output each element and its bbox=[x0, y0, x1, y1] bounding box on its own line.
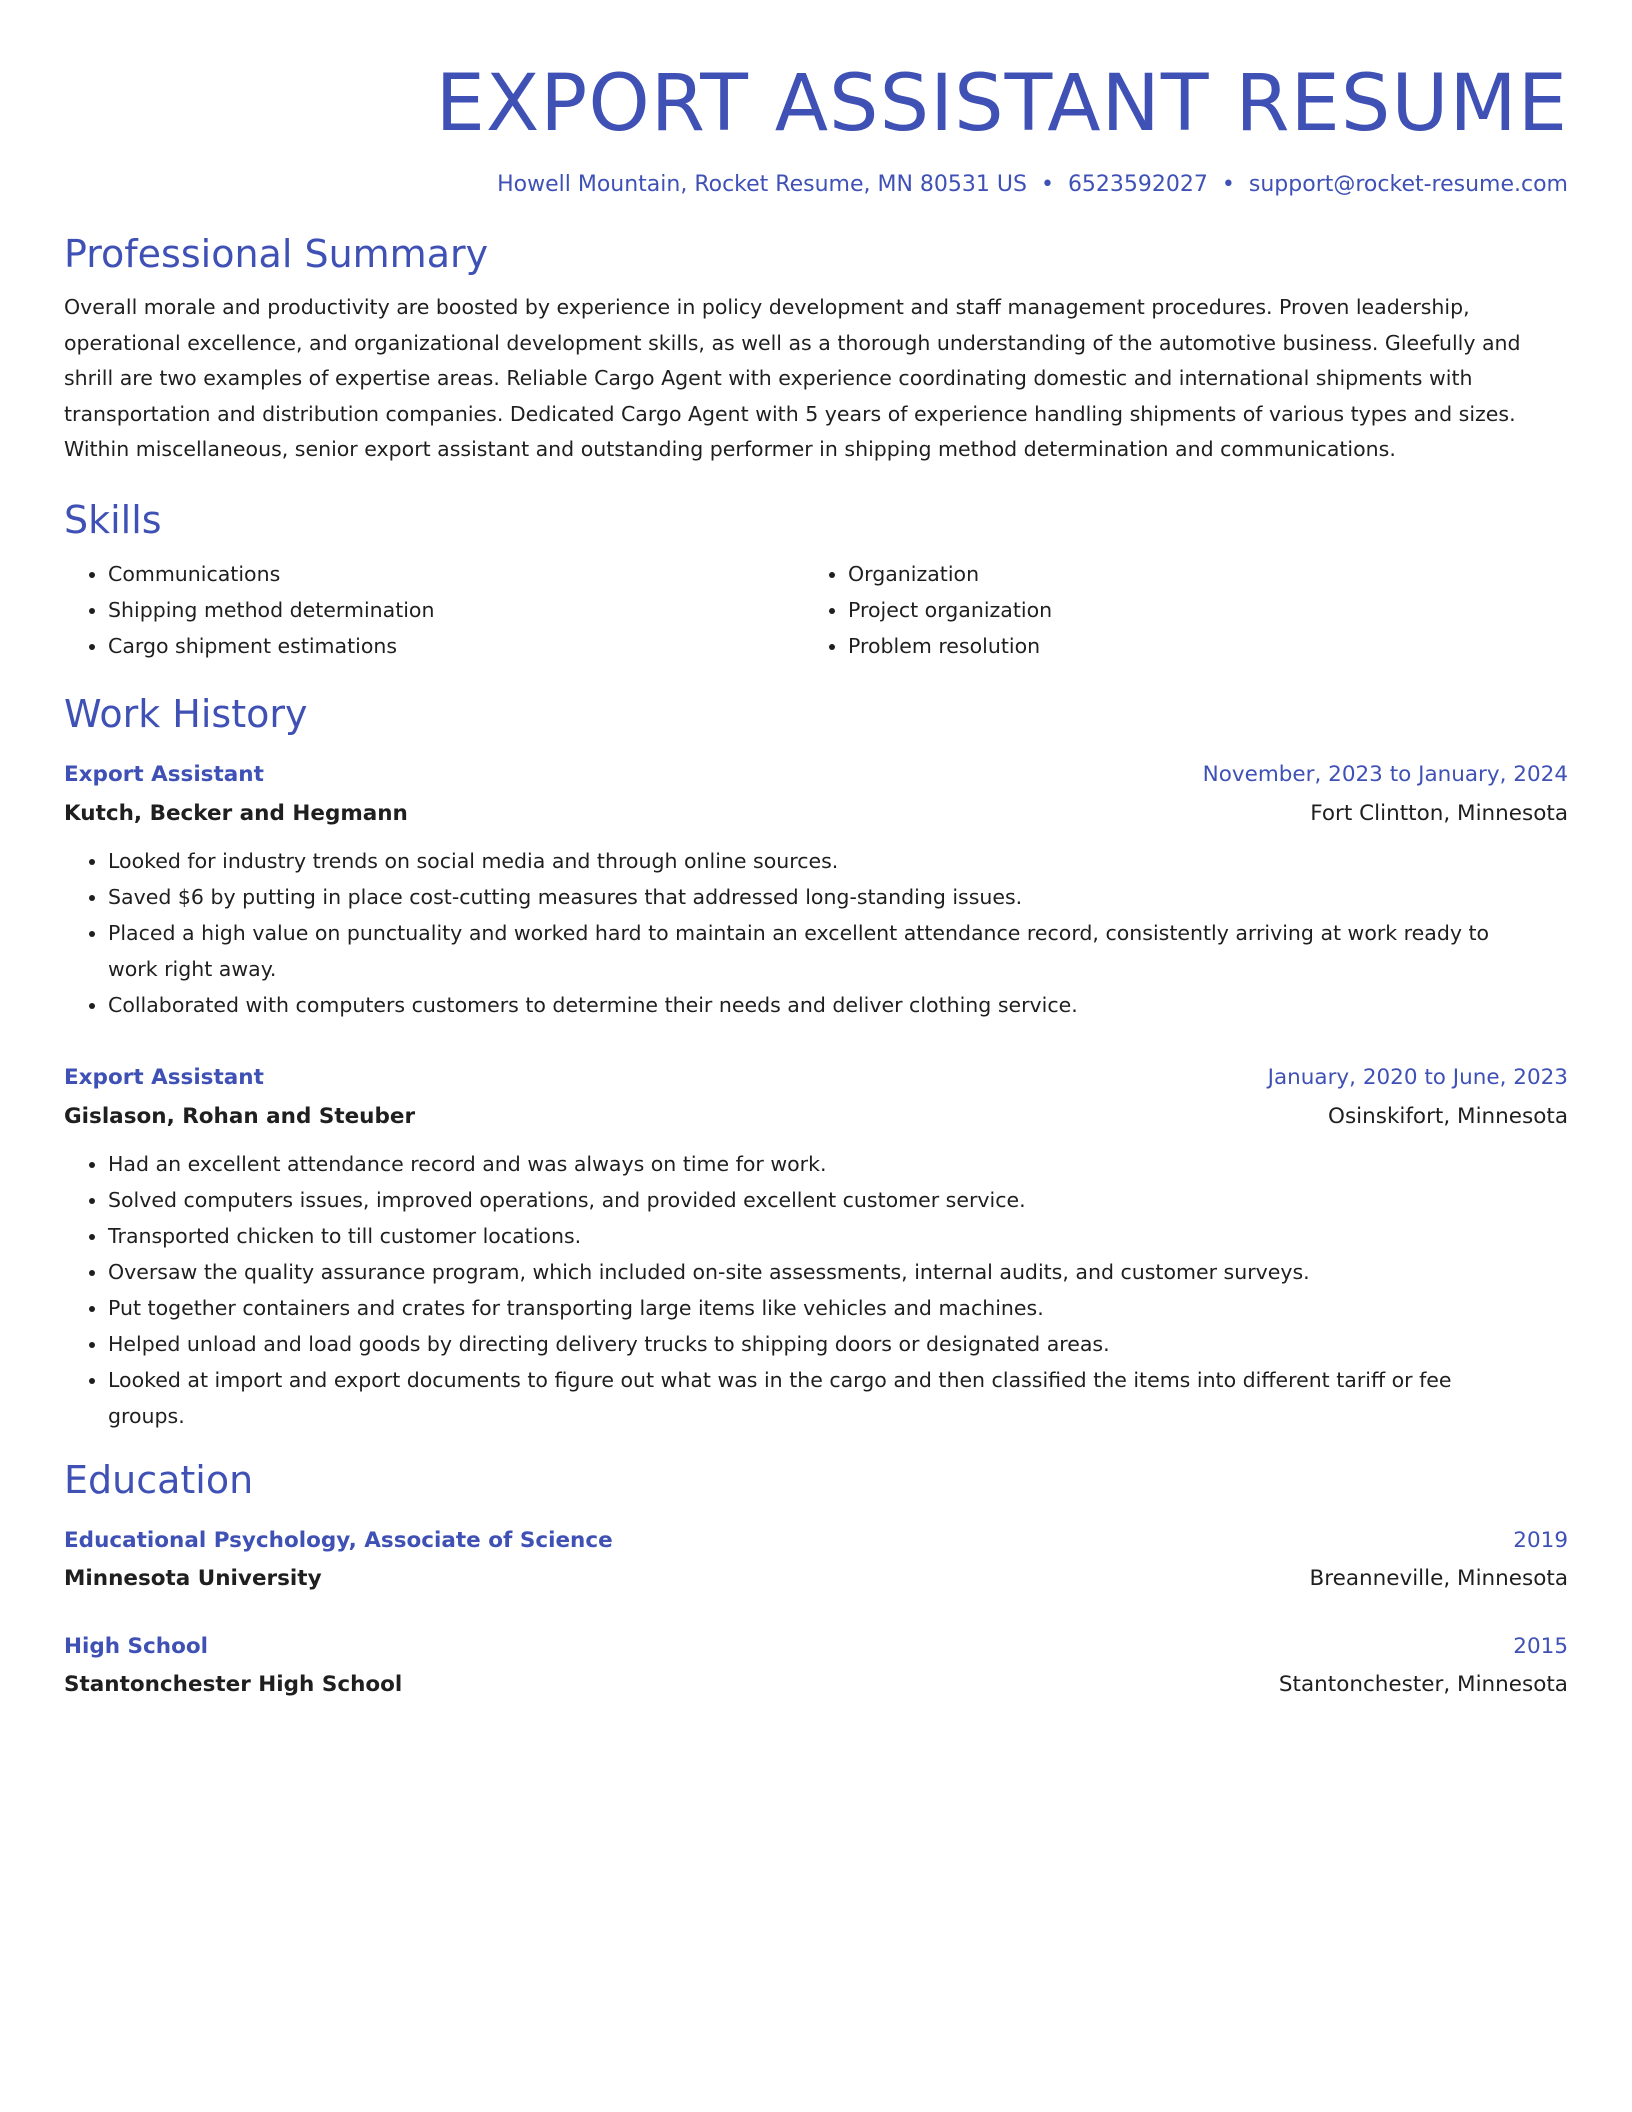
contact-email: support@rocket-resume.com bbox=[1248, 172, 1568, 197]
job-bullet: • Saved $6 by putting in place cost-cutting measures that addressed long-standing issues. bbox=[108, 879, 1568, 915]
job-dates: November, 2023 to January, 2024 bbox=[1202, 761, 1568, 787]
job-header-row bbox=[64, 760, 1568, 790]
job-title: Export Assistant bbox=[64, 1064, 264, 1090]
skills-heading: Skills bbox=[64, 497, 162, 542]
education-entry bbox=[64, 1526, 1568, 1594]
job-header-row bbox=[64, 1063, 1568, 1093]
job-bullet: • Helped unload and load goods by directing delivery trucks to shipping doors or designated areas. bbox=[108, 1326, 1568, 1362]
skill-item: • Problem resolution bbox=[848, 628, 1544, 664]
job-bullet: • Had an excellent attendance record and was always on time for work. bbox=[108, 1146, 1568, 1182]
work-history-heading: Work History bbox=[64, 691, 308, 736]
job-bullet: • Solved computers issues, improved operations, and provided excellent customer service. bbox=[108, 1182, 1568, 1218]
skill-item: • Organization bbox=[848, 556, 1544, 592]
job-entry bbox=[64, 1063, 1568, 1434]
education-school-row bbox=[64, 1670, 1568, 1700]
skills-column-left bbox=[64, 556, 804, 664]
education-header-row bbox=[64, 1632, 1568, 1662]
skill-item: • Shipping method determination bbox=[108, 592, 804, 628]
education-header-row bbox=[64, 1526, 1568, 1556]
job-location: Fort Clintton, Minnesota bbox=[1310, 800, 1568, 826]
education-school-row bbox=[64, 1564, 1568, 1594]
education-year: 2015 bbox=[1513, 1633, 1568, 1659]
education-year: 2019 bbox=[1513, 1527, 1568, 1553]
contact-separator: • bbox=[1221, 172, 1235, 197]
job-employer-row bbox=[64, 799, 1568, 829]
contact-address: Howell Mountain, Rocket Resume, MN 80531 US bbox=[497, 172, 1027, 197]
skill-item: • Cargo shipment estimations bbox=[108, 628, 804, 664]
education-school: Minnesota University bbox=[64, 1565, 322, 1591]
job-dates: January, 2020 to June, 2023 bbox=[1267, 1064, 1568, 1090]
education-heading: Education bbox=[64, 1457, 254, 1502]
job-location: Osinskifort, Minnesota bbox=[1328, 1103, 1568, 1129]
education-location: Stantonchester, Minnesota bbox=[1278, 1671, 1568, 1697]
education-degree: Educational Psychology, Associate of Science bbox=[64, 1527, 613, 1553]
education-degree: High School bbox=[64, 1633, 208, 1659]
summary-text: Overall morale and productivity are boosted by experience in policy development and staff management procedures. Proven leadership, operational excellence, and organizational development skills, as well as a thorough understanding of the automotive business. Gleefully and shrill are two examples of expertise areas. Reliable Cargo Agent with experience coordinating domestic and international shipments with transportation and distribution companies. Dedicated Cargo Agent with 5 years of experience handling shipments of various types and sizes. Within miscellaneous, senior export assistant and outstanding performer in shipping method determination and communications. bbox=[64, 295, 1521, 461]
job-bullet: • Oversaw the quality assurance program, which included on-site assessments, internal audits, and customer surveys. bbox=[108, 1254, 1568, 1290]
job-bullets bbox=[64, 1146, 1568, 1434]
education-entry bbox=[64, 1632, 1568, 1700]
resume-title: EXPORT ASSISTANT RESUME bbox=[435, 59, 1568, 149]
job-bullet: • Looked at import and export documents to figure out what was in the cargo and then classified the items into different tariff or fee groups. bbox=[108, 1362, 1568, 1434]
job-employer: Kutch, Becker and Hegmann bbox=[64, 800, 408, 826]
job-entry bbox=[64, 760, 1568, 1023]
job-bullet: • Placed a high value on punctuality and worked hard to maintain an excellent attendance record, consistently arriving at work ready to work right away. bbox=[108, 915, 1568, 987]
job-bullet: • Put together containers and crates for transporting large items like vehicles and machines. bbox=[108, 1290, 1568, 1326]
job-employer-row bbox=[64, 1102, 1568, 1132]
skill-item: • Project organization bbox=[848, 592, 1544, 628]
job-employer: Gislason, Rohan and Steuber bbox=[64, 1103, 416, 1129]
job-bullet: • Collaborated with computers customers to determine their needs and deliver clothing service. bbox=[108, 987, 1568, 1023]
contact-phone: 6523592027 bbox=[1067, 172, 1208, 197]
job-bullets bbox=[64, 843, 1568, 1023]
job-bullet: • Looked for industry trends on social media and through online sources. bbox=[108, 843, 1568, 879]
skill-item: • Communications bbox=[108, 556, 804, 592]
job-bullet: • Transported chicken to till customer locations. bbox=[108, 1218, 1568, 1254]
contact-line bbox=[64, 170, 1568, 200]
job-title: Export Assistant bbox=[64, 761, 264, 787]
education-school: Stantonchester High School bbox=[64, 1671, 403, 1697]
skills-column-right bbox=[804, 556, 1544, 664]
summary-heading: Professional Summary bbox=[64, 232, 489, 276]
education-location: Breanneville, Minnesota bbox=[1309, 1565, 1568, 1591]
skills-list bbox=[64, 556, 1568, 664]
contact-separator: • bbox=[1040, 172, 1054, 197]
